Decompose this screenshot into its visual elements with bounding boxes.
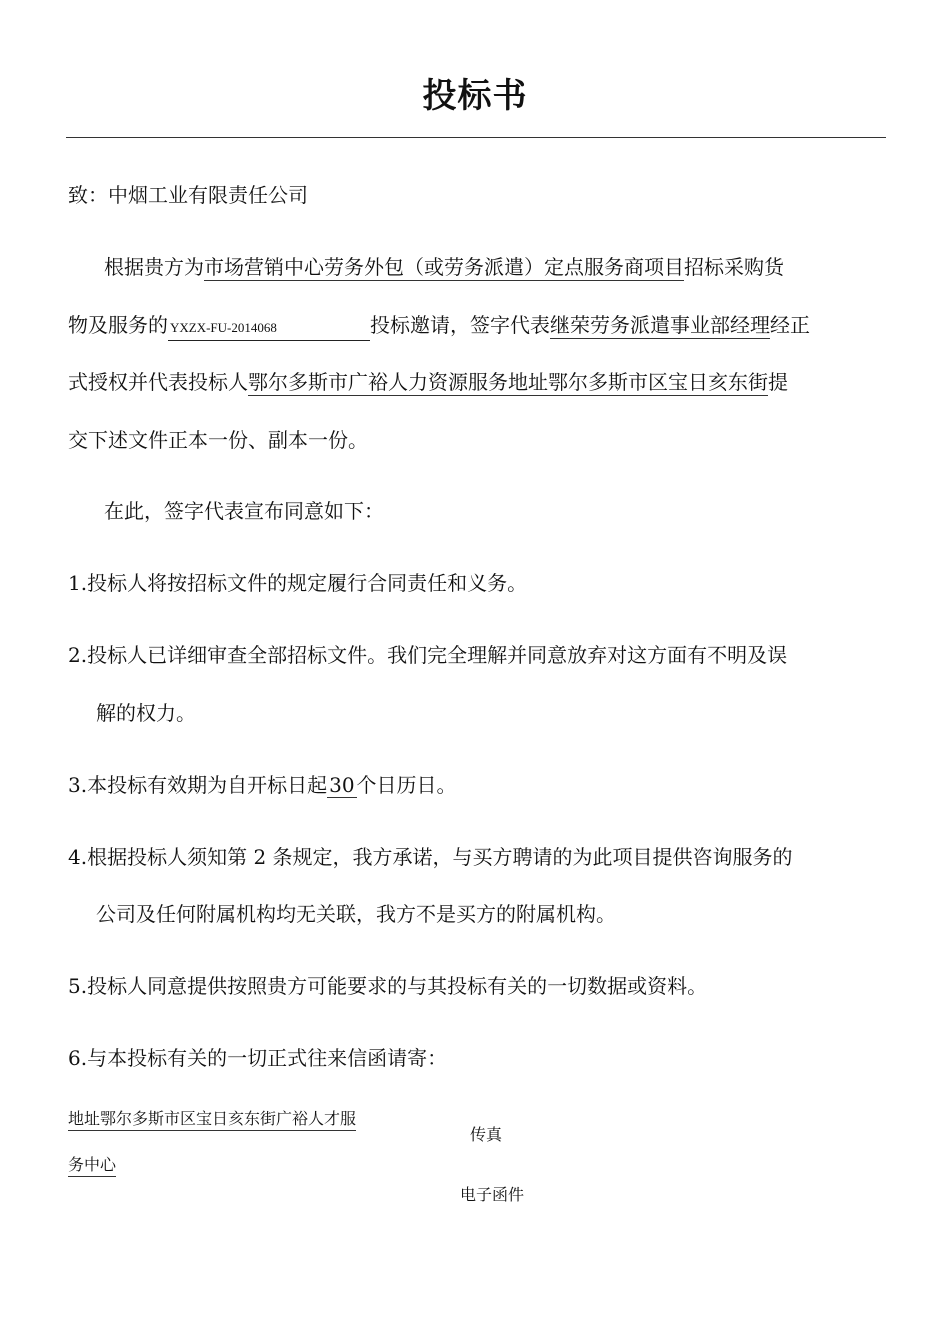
intro-line-3 <box>68 370 788 394</box>
title-divider <box>66 137 886 138</box>
document-title: 投标书 <box>422 76 528 116</box>
bidder-name: 鄂尔多斯市广裕人力资源服务地址鄂尔多斯市区宝日亥东街 <box>248 370 768 394</box>
intro-text: 式授权并代表投标人 <box>68 370 248 394</box>
item-6: 6.与本投标有关的一切正式往来信函请寄： <box>68 1046 448 1070</box>
representative-title: 继荣劳务派遣事业部经理 <box>550 313 770 337</box>
project-name: 市场营销中心劳务外包（或劳务派遣）定点服务商项目 <box>204 255 684 279</box>
item-text: 个日历日。 <box>356 773 457 797</box>
intro-text: 招标采购货 <box>684 255 784 279</box>
intro-text: 提 <box>768 370 788 394</box>
intro-text: 根据贵方为 <box>104 255 204 279</box>
tender-code: YXZX-FU-2014068 <box>168 316 370 341</box>
email-label: 电子函件 <box>460 1185 525 1204</box>
item-5: 5.投标人同意提供按照贵方可能要求的与其投标有关的一切数据或资料。 <box>68 974 708 998</box>
intro-text: 物及服务的 <box>68 313 168 337</box>
recipient-line: 致：中烟工业有限责任公司 <box>68 183 308 207</box>
item-2-line-2: 解的权力。 <box>96 701 196 725</box>
fax-label: 传真 <box>470 1125 503 1144</box>
contact-address-line-2: 务中心 <box>68 1152 116 1177</box>
intro-line-2 <box>68 313 810 341</box>
validity-days: 30 <box>329 773 355 797</box>
item-2-line-1: 2.投标人已详细审查全部招标文件。我们完全理解并同意放弃对这方面有不明及误 <box>68 643 788 667</box>
item-3 <box>68 773 457 797</box>
declaration-line: 在此，签字代表宣布同意如下： <box>104 499 384 523</box>
item-1: 1.投标人将按招标文件的规定履行合同责任和义务。 <box>68 571 528 595</box>
intro-text: 经正 <box>770 313 810 337</box>
contact-address-line-1: 地址鄂尔多斯市区宝日亥东街广裕人才服 <box>68 1106 356 1131</box>
item-text: 3.本投标有效期为自开标日起 <box>68 773 328 797</box>
intro-line-1 <box>104 255 784 279</box>
intro-line-4: 交下述文件正本一份、副本一份。 <box>68 428 368 452</box>
intro-text: 投标邀请，签字代表 <box>370 313 550 337</box>
item-4-line-1: 4.根据投标人须知第 2 条规定，我方承诺，与买方聘请的为此项目提供咨询服务的 <box>68 845 793 869</box>
item-4-line-2: 公司及任何附属机构均无关联，我方不是买方的附属机构。 <box>96 902 616 926</box>
